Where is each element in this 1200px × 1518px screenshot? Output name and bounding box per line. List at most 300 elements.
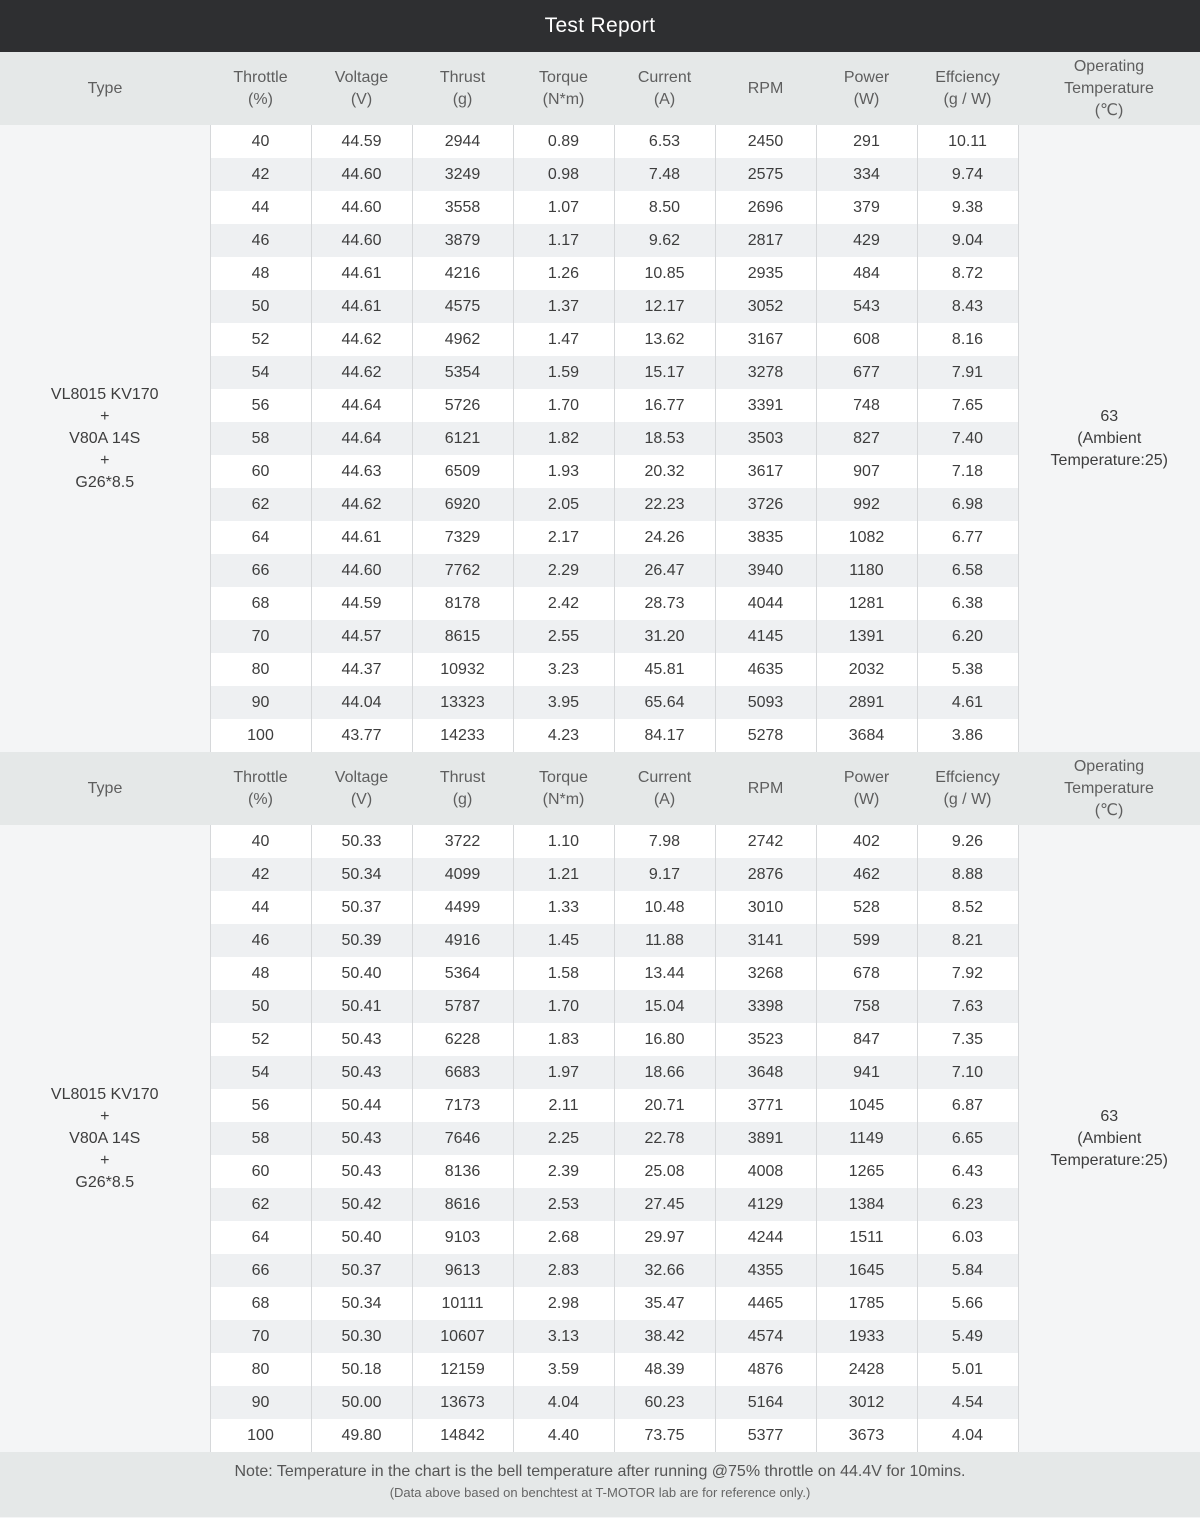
efficiency-cell: 7.18 bbox=[917, 455, 1018, 488]
power-cell: 429 bbox=[816, 224, 917, 257]
voltage-cell: 44.63 bbox=[311, 455, 412, 488]
thrust-cell: 3249 bbox=[412, 158, 513, 191]
current-cell: 22.78 bbox=[614, 1122, 715, 1155]
rpm-cell: 3398 bbox=[715, 990, 816, 1023]
header-label: (g / W) bbox=[943, 90, 992, 108]
efficiency-cell: 8.43 bbox=[917, 290, 1018, 323]
voltage-cell: 43.77 bbox=[311, 719, 412, 752]
thrust-cell: 7173 bbox=[412, 1089, 513, 1122]
header-label: Throttle bbox=[233, 768, 288, 786]
temperature-line: 63 bbox=[1100, 1107, 1119, 1125]
power-cell: 678 bbox=[816, 957, 917, 990]
efficiency-cell: 7.91 bbox=[917, 356, 1018, 389]
header-label: (A) bbox=[653, 90, 676, 108]
voltage-cell: 49.80 bbox=[311, 1419, 412, 1452]
current-cell: 10.48 bbox=[614, 891, 715, 924]
header-label: Voltage bbox=[334, 768, 389, 786]
power-cell: 379 bbox=[816, 191, 917, 224]
torque-cell: 2.17 bbox=[513, 521, 614, 554]
thrust-cell: 3722 bbox=[412, 825, 513, 858]
torque-cell: 1.58 bbox=[513, 957, 614, 990]
torque-cell: 1.21 bbox=[513, 858, 614, 891]
voltage-cell: 44.61 bbox=[311, 521, 412, 554]
throttle-cell: 54 bbox=[210, 1056, 311, 1089]
temperature-cell bbox=[1018, 125, 1200, 752]
voltage-cell: 50.00 bbox=[311, 1386, 412, 1419]
note-sub: (Data above based on benchtest at T-MOTOR lab are for reference only.) bbox=[389, 1485, 811, 1500]
header-temperature bbox=[1018, 752, 1200, 825]
header-label: (g / W) bbox=[943, 790, 992, 808]
header-label: Operating bbox=[1073, 57, 1145, 75]
throttle-cell: 100 bbox=[210, 1419, 311, 1452]
thrust-cell: 8616 bbox=[412, 1188, 513, 1221]
efficiency-cell: 10.11 bbox=[917, 125, 1018, 158]
throttle-cell: 60 bbox=[210, 1155, 311, 1188]
thrust-cell: 5726 bbox=[412, 389, 513, 422]
current-cell: 28.73 bbox=[614, 587, 715, 620]
temperature-line: Temperature:25) bbox=[1050, 1151, 1168, 1169]
type-line: G26*8.5 bbox=[75, 473, 135, 491]
efficiency-cell: 6.77 bbox=[917, 521, 1018, 554]
type-line: + bbox=[100, 1151, 110, 1169]
thrust-cell: 14233 bbox=[412, 719, 513, 752]
voltage-cell: 44.59 bbox=[311, 587, 412, 620]
current-cell: 48.39 bbox=[614, 1353, 715, 1386]
throttle-cell: 58 bbox=[210, 422, 311, 455]
voltage-cell: 50.44 bbox=[311, 1089, 412, 1122]
rpm-cell: 3940 bbox=[715, 554, 816, 587]
current-cell: 25.08 bbox=[614, 1155, 715, 1188]
power-cell: 677 bbox=[816, 356, 917, 389]
torque-cell: 2.42 bbox=[513, 587, 614, 620]
page-title bbox=[0, 0, 1200, 52]
efficiency-cell: 7.65 bbox=[917, 389, 1018, 422]
throttle-cell: 52 bbox=[210, 1023, 311, 1056]
current-cell: 35.47 bbox=[614, 1287, 715, 1320]
power-cell: 543 bbox=[816, 290, 917, 323]
rpm-cell: 3891 bbox=[715, 1122, 816, 1155]
rpm-cell: 2817 bbox=[715, 224, 816, 257]
throttle-cell: 56 bbox=[210, 1089, 311, 1122]
current-cell: 7.48 bbox=[614, 158, 715, 191]
torque-cell: 0.89 bbox=[513, 125, 614, 158]
type-cell bbox=[0, 825, 210, 1452]
header-label: Torque bbox=[539, 68, 588, 86]
voltage-cell: 50.34 bbox=[311, 858, 412, 891]
thrust-cell: 10607 bbox=[412, 1320, 513, 1353]
torque-cell: 2.25 bbox=[513, 1122, 614, 1155]
torque-cell: 1.70 bbox=[513, 389, 614, 422]
current-cell: 84.17 bbox=[614, 719, 715, 752]
header-row bbox=[0, 52, 1200, 125]
power-cell: 907 bbox=[816, 455, 917, 488]
type-line: V80A 14S bbox=[69, 1129, 141, 1147]
voltage-cell: 50.37 bbox=[311, 1254, 412, 1287]
rpm-cell: 4145 bbox=[715, 620, 816, 653]
header-power bbox=[816, 752, 917, 825]
torque-cell: 2.05 bbox=[513, 488, 614, 521]
power-cell: 758 bbox=[816, 990, 917, 1023]
torque-cell: 1.33 bbox=[513, 891, 614, 924]
thrust-cell: 6683 bbox=[412, 1056, 513, 1089]
power-cell: 608 bbox=[816, 323, 917, 356]
voltage-cell: 50.43 bbox=[311, 1122, 412, 1155]
power-cell: 402 bbox=[816, 825, 917, 858]
rpm-cell: 5093 bbox=[715, 686, 816, 719]
table-row bbox=[0, 825, 1200, 858]
voltage-cell: 44.64 bbox=[311, 422, 412, 455]
efficiency-cell: 7.10 bbox=[917, 1056, 1018, 1089]
power-cell: 1645 bbox=[816, 1254, 917, 1287]
current-cell: 10.85 bbox=[614, 257, 715, 290]
efficiency-cell: 5.66 bbox=[917, 1287, 1018, 1320]
type-line: + bbox=[100, 1107, 110, 1125]
current-cell: 7.98 bbox=[614, 825, 715, 858]
torque-cell: 4.40 bbox=[513, 1419, 614, 1452]
voltage-cell: 50.41 bbox=[311, 990, 412, 1023]
table-row bbox=[0, 125, 1200, 158]
voltage-cell: 50.43 bbox=[311, 1056, 412, 1089]
efficiency-cell: 9.26 bbox=[917, 825, 1018, 858]
current-cell: 22.23 bbox=[614, 488, 715, 521]
torque-cell: 2.68 bbox=[513, 1221, 614, 1254]
efficiency-cell: 5.01 bbox=[917, 1353, 1018, 1386]
power-cell: 528 bbox=[816, 891, 917, 924]
throttle-cell: 68 bbox=[210, 1287, 311, 1320]
current-cell: 65.64 bbox=[614, 686, 715, 719]
header-label: Throttle bbox=[233, 68, 288, 86]
header-label: RPM bbox=[747, 779, 784, 797]
torque-cell: 1.37 bbox=[513, 290, 614, 323]
header-label: Power bbox=[843, 768, 890, 786]
current-cell: 6.53 bbox=[614, 125, 715, 158]
thrust-cell: 4916 bbox=[412, 924, 513, 957]
throttle-cell: 62 bbox=[210, 1188, 311, 1221]
header-throttle bbox=[210, 752, 311, 825]
header-label: Type bbox=[87, 779, 123, 797]
power-cell: 2891 bbox=[816, 686, 917, 719]
throttle-cell: 68 bbox=[210, 587, 311, 620]
power-cell: 941 bbox=[816, 1056, 917, 1089]
header-label: (W) bbox=[853, 790, 880, 808]
torque-cell: 2.55 bbox=[513, 620, 614, 653]
header-label: Type bbox=[87, 79, 123, 97]
throttle-cell: 52 bbox=[210, 323, 311, 356]
rpm-cell: 4355 bbox=[715, 1254, 816, 1287]
rpm-cell: 2450 bbox=[715, 125, 816, 158]
current-cell: 27.45 bbox=[614, 1188, 715, 1221]
throttle-cell: 58 bbox=[210, 1122, 311, 1155]
efficiency-cell: 5.84 bbox=[917, 1254, 1018, 1287]
efficiency-cell: 3.86 bbox=[917, 719, 1018, 752]
throttle-cell: 46 bbox=[210, 224, 311, 257]
header-voltage bbox=[311, 752, 412, 825]
thrust-cell: 8178 bbox=[412, 587, 513, 620]
torque-cell: 4.04 bbox=[513, 1386, 614, 1419]
thrust-cell: 4575 bbox=[412, 290, 513, 323]
voltage-cell: 50.42 bbox=[311, 1188, 412, 1221]
thrust-cell: 8615 bbox=[412, 620, 513, 653]
efficiency-cell: 8.88 bbox=[917, 858, 1018, 891]
current-cell: 60.23 bbox=[614, 1386, 715, 1419]
thrust-cell: 5354 bbox=[412, 356, 513, 389]
torque-cell: 1.17 bbox=[513, 224, 614, 257]
current-cell: 9.62 bbox=[614, 224, 715, 257]
power-cell: 3673 bbox=[816, 1419, 917, 1452]
header-label: Current bbox=[637, 68, 692, 86]
throttle-cell: 64 bbox=[210, 521, 311, 554]
voltage-cell: 44.04 bbox=[311, 686, 412, 719]
torque-cell: 1.83 bbox=[513, 1023, 614, 1056]
header-label: (A) bbox=[653, 790, 676, 808]
throttle-cell: 66 bbox=[210, 554, 311, 587]
power-cell: 462 bbox=[816, 858, 917, 891]
rpm-cell: 3503 bbox=[715, 422, 816, 455]
throttle-cell: 50 bbox=[210, 290, 311, 323]
throttle-cell: 80 bbox=[210, 1353, 311, 1386]
rpm-cell: 4008 bbox=[715, 1155, 816, 1188]
power-cell: 291 bbox=[816, 125, 917, 158]
rpm-cell: 3391 bbox=[715, 389, 816, 422]
thrust-cell: 13323 bbox=[412, 686, 513, 719]
rpm-cell: 2742 bbox=[715, 825, 816, 858]
torque-cell: 1.82 bbox=[513, 422, 614, 455]
header-label: Thrust bbox=[439, 768, 486, 786]
thrust-cell: 4499 bbox=[412, 891, 513, 924]
throttle-cell: 44 bbox=[210, 891, 311, 924]
rpm-cell: 3268 bbox=[715, 957, 816, 990]
rpm-cell: 3835 bbox=[715, 521, 816, 554]
power-cell: 3684 bbox=[816, 719, 917, 752]
thrust-cell: 6920 bbox=[412, 488, 513, 521]
rpm-cell: 4129 bbox=[715, 1188, 816, 1221]
voltage-cell: 44.59 bbox=[311, 125, 412, 158]
torque-cell: 3.23 bbox=[513, 653, 614, 686]
power-cell: 847 bbox=[816, 1023, 917, 1056]
throttle-cell: 46 bbox=[210, 924, 311, 957]
efficiency-cell: 4.61 bbox=[917, 686, 1018, 719]
rpm-cell: 4876 bbox=[715, 1353, 816, 1386]
header-label: (N*m) bbox=[542, 790, 585, 808]
voltage-cell: 50.40 bbox=[311, 957, 412, 990]
throttle-cell: 70 bbox=[210, 620, 311, 653]
header-label: Current bbox=[637, 768, 692, 786]
test-table bbox=[0, 752, 1200, 1452]
header-torque bbox=[513, 52, 614, 125]
thrust-cell: 10111 bbox=[412, 1287, 513, 1320]
current-cell: 11.88 bbox=[614, 924, 715, 957]
power-cell: 1384 bbox=[816, 1188, 917, 1221]
header-label: (g) bbox=[452, 790, 473, 808]
current-cell: 15.04 bbox=[614, 990, 715, 1023]
header-label: Temperature bbox=[1064, 779, 1154, 797]
power-cell: 992 bbox=[816, 488, 917, 521]
thrust-cell: 7646 bbox=[412, 1122, 513, 1155]
header-voltage bbox=[311, 52, 412, 125]
power-cell: 827 bbox=[816, 422, 917, 455]
rpm-cell: 3052 bbox=[715, 290, 816, 323]
throttle-cell: 54 bbox=[210, 356, 311, 389]
thrust-cell: 9613 bbox=[412, 1254, 513, 1287]
header-power bbox=[816, 52, 917, 125]
torque-cell: 2.98 bbox=[513, 1287, 614, 1320]
throttle-cell: 56 bbox=[210, 389, 311, 422]
throttle-cell: 66 bbox=[210, 1254, 311, 1287]
power-cell: 3012 bbox=[816, 1386, 917, 1419]
header-thrust bbox=[412, 52, 513, 125]
efficiency-cell: 8.52 bbox=[917, 891, 1018, 924]
note-main: Note: Temperature in the chart is the bell temperature after running @75% throttle on 44.4V for 10mins. bbox=[234, 1463, 966, 1480]
rpm-cell: 5377 bbox=[715, 1419, 816, 1452]
throttle-cell: 60 bbox=[210, 455, 311, 488]
type-line: + bbox=[100, 451, 110, 469]
efficiency-cell: 6.43 bbox=[917, 1155, 1018, 1188]
power-cell: 484 bbox=[816, 257, 917, 290]
thrust-cell: 6509 bbox=[412, 455, 513, 488]
voltage-cell: 50.37 bbox=[311, 891, 412, 924]
rpm-cell: 2935 bbox=[715, 257, 816, 290]
efficiency-cell: 6.58 bbox=[917, 554, 1018, 587]
thrust-cell: 3558 bbox=[412, 191, 513, 224]
report-tables bbox=[0, 52, 1200, 1452]
voltage-cell: 44.37 bbox=[311, 653, 412, 686]
rpm-cell: 3010 bbox=[715, 891, 816, 924]
current-cell: 16.80 bbox=[614, 1023, 715, 1056]
throttle-cell: 62 bbox=[210, 488, 311, 521]
thrust-cell: 10932 bbox=[412, 653, 513, 686]
header-label: Thrust bbox=[439, 68, 486, 86]
header-label: (℃) bbox=[1094, 801, 1124, 819]
current-cell: 8.50 bbox=[614, 191, 715, 224]
throttle-cell: 42 bbox=[210, 158, 311, 191]
thrust-cell: 6228 bbox=[412, 1023, 513, 1056]
voltage-cell: 50.33 bbox=[311, 825, 412, 858]
torque-cell: 1.10 bbox=[513, 825, 614, 858]
power-cell: 1933 bbox=[816, 1320, 917, 1353]
throttle-cell: 40 bbox=[210, 125, 311, 158]
efficiency-cell: 4.54 bbox=[917, 1386, 1018, 1419]
header-label: Effciency bbox=[935, 768, 1000, 786]
torque-cell: 0.98 bbox=[513, 158, 614, 191]
torque-cell: 2.29 bbox=[513, 554, 614, 587]
throttle-cell: 40 bbox=[210, 825, 311, 858]
temperature-line: (Ambient bbox=[1077, 1129, 1142, 1147]
voltage-cell: 44.62 bbox=[311, 356, 412, 389]
power-cell: 2428 bbox=[816, 1353, 917, 1386]
rpm-cell: 3523 bbox=[715, 1023, 816, 1056]
temperature-cell bbox=[1018, 825, 1200, 1452]
header-label: (V) bbox=[350, 90, 373, 108]
voltage-cell: 50.40 bbox=[311, 1221, 412, 1254]
temperature-line: 63 bbox=[1100, 407, 1119, 425]
throttle-cell: 80 bbox=[210, 653, 311, 686]
rpm-cell: 2876 bbox=[715, 858, 816, 891]
thrust-cell: 7762 bbox=[412, 554, 513, 587]
efficiency-cell: 7.92 bbox=[917, 957, 1018, 990]
thrust-cell: 8136 bbox=[412, 1155, 513, 1188]
torque-cell: 1.93 bbox=[513, 455, 614, 488]
thrust-cell: 9103 bbox=[412, 1221, 513, 1254]
power-cell: 1180 bbox=[816, 554, 917, 587]
test-table bbox=[0, 52, 1200, 752]
power-cell: 1082 bbox=[816, 521, 917, 554]
thrust-cell: 12159 bbox=[412, 1353, 513, 1386]
efficiency-cell: 6.87 bbox=[917, 1089, 1018, 1122]
header-label: (%) bbox=[248, 790, 273, 808]
power-cell: 1391 bbox=[816, 620, 917, 653]
rpm-cell: 4574 bbox=[715, 1320, 816, 1353]
rpm-cell: 3771 bbox=[715, 1089, 816, 1122]
torque-cell: 1.97 bbox=[513, 1056, 614, 1089]
current-cell: 18.53 bbox=[614, 422, 715, 455]
torque-cell: 1.45 bbox=[513, 924, 614, 957]
thrust-cell: 3879 bbox=[412, 224, 513, 257]
power-cell: 748 bbox=[816, 389, 917, 422]
torque-cell: 1.70 bbox=[513, 990, 614, 1023]
temperature-line: Temperature:25) bbox=[1050, 451, 1168, 469]
efficiency-cell: 6.23 bbox=[917, 1188, 1018, 1221]
power-cell: 1511 bbox=[816, 1221, 917, 1254]
voltage-cell: 50.30 bbox=[311, 1320, 412, 1353]
note-section bbox=[0, 1452, 1200, 1517]
power-cell: 2032 bbox=[816, 653, 917, 686]
efficiency-cell: 5.38 bbox=[917, 653, 1018, 686]
efficiency-cell: 6.65 bbox=[917, 1122, 1018, 1155]
torque-cell: 3.13 bbox=[513, 1320, 614, 1353]
header-label: (V) bbox=[350, 790, 373, 808]
current-cell: 31.20 bbox=[614, 620, 715, 653]
throttle-cell: 50 bbox=[210, 990, 311, 1023]
page-title-text: Test Report bbox=[544, 14, 656, 37]
current-cell: 38.42 bbox=[614, 1320, 715, 1353]
rpm-cell: 3141 bbox=[715, 924, 816, 957]
header-label: Effciency bbox=[935, 68, 1000, 86]
efficiency-cell: 6.98 bbox=[917, 488, 1018, 521]
efficiency-cell: 6.38 bbox=[917, 587, 1018, 620]
header-label: (%) bbox=[248, 90, 273, 108]
rpm-cell: 5278 bbox=[715, 719, 816, 752]
voltage-cell: 50.34 bbox=[311, 1287, 412, 1320]
current-cell: 24.26 bbox=[614, 521, 715, 554]
header-label: (W) bbox=[853, 90, 880, 108]
header-rpm bbox=[715, 52, 816, 125]
rpm-cell: 3726 bbox=[715, 488, 816, 521]
torque-cell: 3.95 bbox=[513, 686, 614, 719]
throttle-cell: 44 bbox=[210, 191, 311, 224]
current-cell: 26.47 bbox=[614, 554, 715, 587]
thrust-cell: 14842 bbox=[412, 1419, 513, 1452]
type-line: VL8015 KV170 bbox=[50, 1085, 159, 1103]
rpm-cell: 4044 bbox=[715, 587, 816, 620]
header-label: (N*m) bbox=[542, 90, 585, 108]
temperature-line: (Ambient bbox=[1077, 429, 1142, 447]
efficiency-cell: 8.16 bbox=[917, 323, 1018, 356]
power-cell: 599 bbox=[816, 924, 917, 957]
current-cell: 20.71 bbox=[614, 1089, 715, 1122]
rpm-cell: 4635 bbox=[715, 653, 816, 686]
rpm-cell: 3648 bbox=[715, 1056, 816, 1089]
header-label: (℃) bbox=[1094, 101, 1124, 119]
current-cell: 45.81 bbox=[614, 653, 715, 686]
voltage-cell: 44.61 bbox=[311, 290, 412, 323]
efficiency-cell: 9.04 bbox=[917, 224, 1018, 257]
thrust-cell: 13673 bbox=[412, 1386, 513, 1419]
efficiency-cell: 7.35 bbox=[917, 1023, 1018, 1056]
voltage-cell: 50.43 bbox=[311, 1155, 412, 1188]
voltage-cell: 44.62 bbox=[311, 488, 412, 521]
header-label: Torque bbox=[539, 768, 588, 786]
type-line: VL8015 KV170 bbox=[50, 385, 159, 403]
